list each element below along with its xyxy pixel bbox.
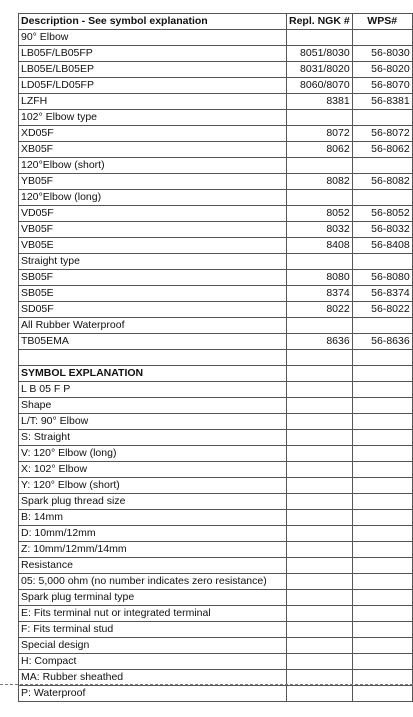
cell-wps[interactable]: 56-8032	[352, 222, 412, 238]
cell-repl-ngk[interactable]	[287, 654, 353, 670]
cell-wps[interactable]: 56-8636	[352, 334, 412, 350]
cell-description[interactable]: LD05F/LD05FP	[19, 78, 287, 94]
cell-wps[interactable]	[352, 414, 412, 430]
cell-description[interactable]: 102° Elbow type	[19, 110, 287, 126]
cell-description[interactable]: LZFH	[19, 94, 287, 110]
cell-wps[interactable]: 56-8052	[352, 206, 412, 222]
table-row	[19, 622, 413, 638]
cell-repl-ngk[interactable]	[287, 382, 353, 398]
cell-description[interactable]: 05: 5,000 ohm (no number indicates zero resistance)	[19, 574, 287, 590]
cell-repl-ngk[interactable]: 8408	[287, 238, 353, 254]
cell-description[interactable]: Straight type	[19, 254, 287, 270]
cell-wps[interactable]	[352, 158, 412, 174]
cell-wps[interactable]: 56-8080	[352, 270, 412, 286]
cell-wps[interactable]	[352, 574, 412, 590]
cell-wps[interactable]	[352, 606, 412, 622]
cell-wps[interactable]	[352, 654, 412, 670]
cell-description[interactable]: VB05F	[19, 222, 287, 238]
cell-repl-ngk[interactable]	[287, 254, 353, 270]
cell-wps[interactable]	[352, 526, 412, 542]
cell-wps[interactable]	[352, 494, 412, 510]
spreadsheet-table	[18, 13, 413, 702]
cell-description[interactable]: V: 120° Elbow (long)	[19, 446, 287, 462]
table-row	[19, 382, 413, 398]
cell-repl-ngk[interactable]: 8051/8030	[287, 46, 353, 62]
table-row	[19, 590, 413, 606]
cell-wps[interactable]: 56-8072	[352, 126, 412, 142]
cell-repl-ngk[interactable]	[287, 446, 353, 462]
cell-wps[interactable]	[352, 110, 412, 126]
cell-wps[interactable]: 56-8408	[352, 238, 412, 254]
cell-repl-ngk[interactable]	[287, 494, 353, 510]
cell-repl-ngk[interactable]	[287, 430, 353, 446]
cell-repl-ngk[interactable]: 8052	[287, 206, 353, 222]
table-row	[19, 158, 413, 174]
cell-repl-ngk[interactable]	[287, 686, 353, 702]
cell-repl-ngk[interactable]: 8072	[287, 126, 353, 142]
cell-wps[interactable]: 56-8062	[352, 142, 412, 158]
cell-repl-ngk[interactable]	[287, 318, 353, 334]
cell-repl-ngk[interactable]: 8060/8070	[287, 78, 353, 94]
table-row	[19, 510, 413, 526]
table-row	[19, 350, 413, 366]
table-row	[19, 478, 413, 494]
table-row	[19, 654, 413, 670]
table-row	[19, 286, 413, 302]
cell-wps[interactable]	[352, 430, 412, 446]
cell-description[interactable]: Z: 10mm/12mm/14mm	[19, 542, 287, 558]
cell-description[interactable]: B: 14mm	[19, 510, 287, 526]
header-repl-ngk[interactable]: Repl. NGK #	[287, 14, 353, 30]
cell-repl-ngk[interactable]: 8082	[287, 174, 353, 190]
cell-description[interactable]: E: Fits terminal nut or integrated terminal	[19, 606, 287, 622]
cell-repl-ngk[interactable]: 8381	[287, 94, 353, 110]
table-row	[19, 606, 413, 622]
cell-description[interactable]: XB05F	[19, 142, 287, 158]
table-row	[19, 462, 413, 478]
cell-repl-ngk[interactable]: 8062	[287, 142, 353, 158]
cell-description[interactable]: 90° Elbow	[19, 30, 287, 46]
cell-description[interactable]: SYMBOL EXPLANATION	[19, 366, 287, 382]
cell-wps[interactable]: 56-8030	[352, 46, 412, 62]
cell-description[interactable]: LB05E/LB05EP	[19, 62, 287, 78]
cell-description[interactable]: D: 10mm/12mm	[19, 526, 287, 542]
table-row	[19, 302, 413, 318]
cell-repl-ngk[interactable]: 8374	[287, 286, 353, 302]
cell-wps[interactable]	[352, 462, 412, 478]
cell-description[interactable]: F: Fits terminal stud	[19, 622, 287, 638]
cell-wps[interactable]: 56-8020	[352, 62, 412, 78]
cell-description[interactable]: Spark plug terminal type	[19, 590, 287, 606]
cell-description[interactable]: 120°Elbow (short)	[19, 158, 287, 174]
cell-wps[interactable]: 56-8381	[352, 94, 412, 110]
cell-description[interactable]: SD05F	[19, 302, 287, 318]
table-row	[19, 222, 413, 238]
cell-description[interactable]: Y: 120° Elbow (short)	[19, 478, 287, 494]
table-row	[19, 62, 413, 78]
table-row	[19, 46, 413, 62]
cell-description[interactable]: L B 05 F P	[19, 382, 287, 398]
cell-wps[interactable]	[352, 254, 412, 270]
table-row	[19, 558, 413, 574]
cell-description[interactable]: P: Waterproof	[19, 686, 287, 702]
cell-description[interactable]: XD05F	[19, 126, 287, 142]
cell-description[interactable]: S: Straight	[19, 430, 287, 446]
cell-repl-ngk[interactable]	[287, 190, 353, 206]
table-row	[19, 494, 413, 510]
table-row	[19, 254, 413, 270]
table-row	[19, 686, 413, 702]
cell-wps[interactable]: 56-8374	[352, 286, 412, 302]
cell-wps[interactable]: 56-8070	[352, 78, 412, 94]
table-row	[19, 30, 413, 46]
cell-wps[interactable]	[352, 30, 412, 46]
cell-description[interactable]: MA: Rubber sheathed	[19, 670, 287, 686]
cell-repl-ngk[interactable]	[287, 110, 353, 126]
cell-repl-ngk[interactable]	[287, 526, 353, 542]
cell-wps[interactable]	[352, 590, 412, 606]
table-row	[19, 190, 413, 206]
cell-wps[interactable]	[352, 478, 412, 494]
cell-wps[interactable]	[352, 510, 412, 526]
table-row	[19, 94, 413, 110]
cell-repl-ngk[interactable]	[287, 30, 353, 46]
cell-repl-ngk[interactable]	[287, 398, 353, 414]
table-row	[19, 126, 413, 142]
table-row	[19, 542, 413, 558]
cell-description[interactable]: 120°Elbow (long)	[19, 190, 287, 206]
table-row	[19, 414, 413, 430]
page-break-line	[0, 684, 413, 685]
cell-description[interactable]: SB05E	[19, 286, 287, 302]
cell-description[interactable]: VB05E	[19, 238, 287, 254]
cell-description[interactable]: X: 102° Elbow	[19, 462, 287, 478]
table-row	[19, 446, 413, 462]
cell-repl-ngk[interactable]	[287, 414, 353, 430]
cell-wps[interactable]	[352, 638, 412, 654]
cell-repl-ngk[interactable]	[287, 462, 353, 478]
cell-description[interactable]: LB05F/LB05FP	[19, 46, 287, 62]
cell-wps[interactable]	[352, 558, 412, 574]
table-row	[19, 366, 413, 382]
cell-repl-ngk[interactable]: 8636	[287, 334, 353, 350]
cell-description[interactable]: L/T: 90° Elbow	[19, 414, 287, 430]
cell-wps[interactable]: 56-8022	[352, 302, 412, 318]
header-description[interactable]: Description - See symbol explanation	[19, 14, 287, 30]
cell-wps[interactable]	[352, 350, 412, 366]
cell-description[interactable]: Resistance	[19, 558, 287, 574]
cell-repl-ngk[interactable]	[287, 158, 353, 174]
cell-repl-ngk[interactable]: 8031/8020	[287, 62, 353, 78]
cell-repl-ngk[interactable]	[287, 622, 353, 638]
cell-wps[interactable]	[352, 318, 412, 334]
cell-description[interactable]: Shape	[19, 398, 287, 414]
cell-wps[interactable]	[352, 190, 412, 206]
cell-description[interactable]: TB05EMA	[19, 334, 287, 350]
cell-repl-ngk[interactable]: 8032	[287, 222, 353, 238]
table-row	[19, 526, 413, 542]
table-row	[19, 318, 413, 334]
cell-repl-ngk[interactable]: 8022	[287, 302, 353, 318]
cell-wps[interactable]	[352, 398, 412, 414]
cell-description[interactable]: YB05F	[19, 174, 287, 190]
cell-repl-ngk[interactable]	[287, 590, 353, 606]
cell-description[interactable]: All Rubber Waterproof	[19, 318, 287, 334]
table-row	[19, 78, 413, 94]
cell-wps[interactable]	[352, 446, 412, 462]
cell-repl-ngk[interactable]	[287, 510, 353, 526]
table-row	[19, 398, 413, 414]
cell-wps[interactable]	[352, 686, 412, 702]
cell-repl-ngk[interactable]	[287, 366, 353, 382]
table-row	[19, 110, 413, 126]
cell-description[interactable]: Special design	[19, 638, 287, 654]
cell-wps[interactable]	[352, 366, 412, 382]
table-row	[19, 638, 413, 654]
cell-wps[interactable]: 56-8082	[352, 174, 412, 190]
table-row	[19, 206, 413, 222]
cell-repl-ngk[interactable]	[287, 558, 353, 574]
cell-wps[interactable]	[352, 382, 412, 398]
cell-wps[interactable]	[352, 622, 412, 638]
table-row	[19, 142, 413, 158]
table-row	[19, 238, 413, 254]
header-row	[19, 14, 413, 30]
table-row	[19, 174, 413, 190]
table-row	[19, 334, 413, 350]
cell-description[interactable]: H: Compact	[19, 654, 287, 670]
cell-description[interactable]: Spark plug thread size	[19, 494, 287, 510]
header-wps[interactable]: WPS#	[352, 14, 412, 30]
table-row	[19, 574, 413, 590]
cell-repl-ngk[interactable]	[287, 638, 353, 654]
cell-repl-ngk[interactable]: 8080	[287, 270, 353, 286]
cell-repl-ngk[interactable]	[287, 542, 353, 558]
table-row	[19, 270, 413, 286]
cell-description[interactable]	[19, 350, 287, 366]
cell-description[interactable]: VD05F	[19, 206, 287, 222]
cell-repl-ngk[interactable]	[287, 478, 353, 494]
cell-description[interactable]: SB05F	[19, 270, 287, 286]
cell-wps[interactable]	[352, 542, 412, 558]
cell-repl-ngk[interactable]	[287, 350, 353, 366]
cell-repl-ngk[interactable]	[287, 574, 353, 590]
table-body	[19, 14, 413, 702]
table-row	[19, 430, 413, 446]
cell-repl-ngk[interactable]	[287, 606, 353, 622]
